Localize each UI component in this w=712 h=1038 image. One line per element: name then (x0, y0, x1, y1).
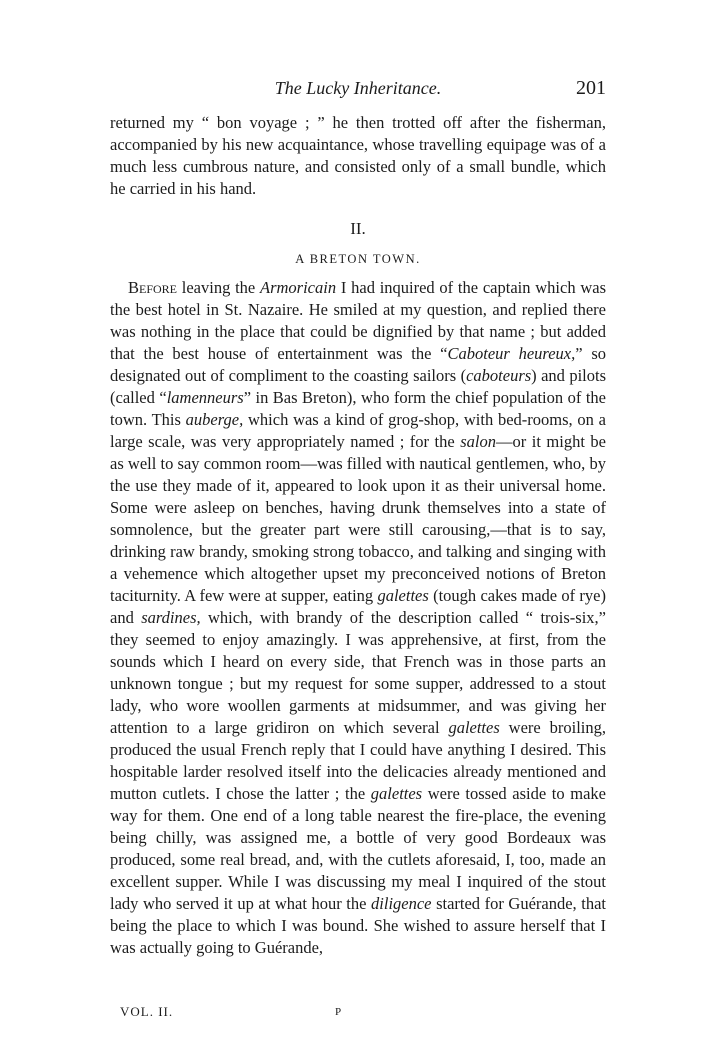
text-run: leaving the (177, 278, 261, 297)
text-run: which was a kind of grog-shop, with bed-rooms, on a large scale, was very appropriately named ; for the (110, 410, 606, 451)
running-title: The Lucky Inheritance. (274, 78, 442, 98)
italic-run: auberge, (185, 410, 244, 429)
italic-run: galettes (370, 784, 423, 803)
text-run: ” so designated out of compliment to the coasting sailors ( (110, 344, 606, 385)
italic-run: diligence (371, 894, 432, 913)
section-number: II. (350, 219, 366, 238)
italic-run: Armoricain (260, 278, 337, 297)
text-run: (tough cakes made of rye) and (110, 586, 606, 627)
text-run: were tossed aside to make way for them. One end of a long table nearest the fire-place, the evening being chilly, was assigned me, a bottle of very good Bordeaux was produced, some real bread, and, with the cutlets aforesaid, I, too, made an excellent supper. While I was discussing my meal I inquired of the stout lady who served it up at what hour the (110, 784, 606, 913)
volume-label: VOL. II. (120, 1004, 174, 1019)
text-run: were broiling, produced the usual French reply that I could have anything I desired. This hospitable larder resolved itself into the delicacies already mentioned and mutton cutlets. I chose the latter ; the (110, 718, 606, 803)
italic-run: sardines, (141, 608, 201, 627)
text-run: —or it might be as well to say common room—was filled with nautical gentlemen, who, by the use they made of it, appeared to look upon it as their universal home. Some were asleep on benches, having drunk themselves into a state of somnolence, but the greater part were still carousing,—that is to say, drinking raw brandy, smoking strong tobacco, and talking and singing with a vehemence which altogether upset my preconceived notions of Breton taciturnity. A few were at supper, eating (110, 432, 606, 605)
italic-run: galettes (377, 586, 429, 605)
section-title: A BRETON TOWN. (295, 252, 421, 266)
text-run: started for Guérande, that being the place to which I was bound. She wished to assure herself that I was actually going to Guérande, (110, 894, 606, 957)
text-run: I had inquired of the captain which was the best hotel in St. Nazaire. He smiled at my question, and replied there was nothing in the place that could be dignified by that name ; but added that the best house of entertainment was the “ (110, 278, 606, 363)
italic-run: salon (460, 432, 496, 451)
paragraph-2 (110, 277, 606, 959)
italic-run: lamenneurs (166, 388, 244, 407)
text-run: ” in Bas Breton), who form the chief population of the town. This (110, 388, 606, 429)
page-header (110, 78, 606, 104)
drop-word: Before (128, 278, 178, 297)
page-number: 201 (576, 77, 606, 99)
text-run: ) and pilots (called “ (110, 366, 606, 407)
text-run: which, with brandy of the description called “ trois-six,” they seemed to enjoy amazingly. I was apprehensive, at first, from the sounds which I heard on every side, that French was in those parts an unknown tongue ; but my request for some supper, addressed to a stout lady, who wore woollen garments at midsummer, and was giving her attention to a large gridiron on which several (110, 608, 606, 737)
italic-run: caboteurs (466, 366, 532, 385)
italic-run: Caboteur heureux, (447, 344, 576, 363)
italic-run: galettes (448, 718, 500, 737)
paragraph-1: returned my “ bon voyage ; ” he then trotted off after the fisherman, accompanied by his new acquaintance, whose travelling equipage was of a much less cumbrous nature, and consisted only of a small bundle, which he carried in his hand. (110, 113, 606, 198)
signature-mark: P (335, 1006, 342, 1018)
